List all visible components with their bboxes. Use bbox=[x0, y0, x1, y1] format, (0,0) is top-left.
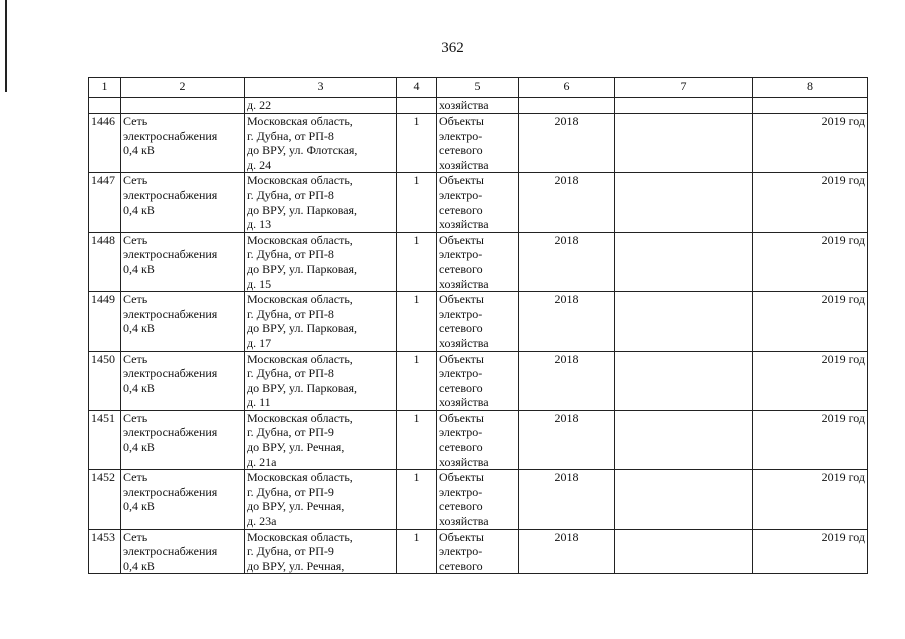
cell-address: Московская область, г. Дубна, от РП-8 до ВРУ, ул. Парковая, д. 13 bbox=[245, 173, 397, 232]
cell-year: 2018 bbox=[519, 410, 615, 469]
cell-address: Московская область, г. Дубна, от РП-9 до ВРУ, ул. Речная, д. 21а bbox=[245, 410, 397, 469]
cell-quantity: 1 bbox=[397, 351, 437, 410]
cell-col7 bbox=[615, 529, 753, 574]
cell-address: Московская область, г. Дубна, от РП-8 до ВРУ, ул. Парковая, д. 15 bbox=[245, 232, 397, 291]
cell-name bbox=[121, 98, 245, 114]
cell-number: 1449 bbox=[89, 292, 121, 351]
cell-col7 bbox=[615, 173, 753, 232]
cell-name: Сеть электроснабжения 0,4 кВ bbox=[121, 351, 245, 410]
header-cell: 4 bbox=[397, 78, 437, 98]
cell-year: 2018 bbox=[519, 529, 615, 574]
cell-number: 1446 bbox=[89, 114, 121, 173]
cell-year: 2018 bbox=[519, 232, 615, 291]
header-cell: 6 bbox=[519, 78, 615, 98]
cell-col7 bbox=[615, 114, 753, 173]
cell-address: Московская область, г. Дубна, от РП-8 до ВРУ, ул. Парковая, д. 11 bbox=[245, 351, 397, 410]
cell-number: 1450 bbox=[89, 351, 121, 410]
cell-category: Объекты электро- сетевого bbox=[437, 529, 519, 574]
cell-term bbox=[753, 98, 868, 114]
cell-address: Московская область, г. Дубна, от РП-9 до ВРУ, ул. Речная, bbox=[245, 529, 397, 574]
cell-name: Сеть электроснабжения 0,4 кВ bbox=[121, 232, 245, 291]
header-cell: 8 bbox=[753, 78, 868, 98]
cell-number: 1451 bbox=[89, 410, 121, 469]
cell-number: 1453 bbox=[89, 529, 121, 574]
table-row bbox=[89, 232, 868, 291]
cell-quantity: 1 bbox=[397, 470, 437, 529]
cell-address: Московская область, г. Дубна, от РП-8 до ВРУ, ул. Парковая, д. 17 bbox=[245, 292, 397, 351]
table-row bbox=[89, 173, 868, 232]
cell-year: 2018 bbox=[519, 114, 615, 173]
cell-quantity: 1 bbox=[397, 529, 437, 574]
cell-address: Московская область, г. Дубна, от РП-9 до ВРУ, ул. Речная, д. 23а bbox=[245, 470, 397, 529]
cell-number: 1447 bbox=[89, 173, 121, 232]
cell-col7 bbox=[615, 410, 753, 469]
cell-name: Сеть электроснабжения 0,4 кВ bbox=[121, 410, 245, 469]
cell-term: 2019 год bbox=[753, 410, 868, 469]
cell-category: Объекты электро- сетевого хозяйства bbox=[437, 410, 519, 469]
cell-col7 bbox=[615, 98, 753, 114]
cell-quantity: 1 bbox=[397, 292, 437, 351]
cell-category: Объекты электро- сетевого хозяйства bbox=[437, 114, 519, 173]
cell-quantity: 1 bbox=[397, 410, 437, 469]
cell-year: 2018 bbox=[519, 470, 615, 529]
cell-category: Объекты электро- сетевого хозяйства bbox=[437, 470, 519, 529]
cell-col7 bbox=[615, 292, 753, 351]
header-cell: 7 bbox=[615, 78, 753, 98]
page-number: 362 bbox=[441, 40, 464, 56]
cell-year bbox=[519, 98, 615, 114]
cell-address: д. 22 bbox=[245, 98, 397, 114]
cell-name: Сеть электроснабжения 0,4 кВ bbox=[121, 114, 245, 173]
cell-quantity: 1 bbox=[397, 173, 437, 232]
table-body bbox=[89, 98, 868, 574]
cell-number bbox=[89, 98, 121, 114]
cell-term: 2019 год bbox=[753, 173, 868, 232]
cell-term: 2019 год bbox=[753, 529, 868, 574]
header-cell: 3 bbox=[245, 78, 397, 98]
header-row bbox=[89, 78, 868, 98]
cell-col7 bbox=[615, 351, 753, 410]
cell-number: 1452 bbox=[89, 470, 121, 529]
cell-quantity: 1 bbox=[397, 114, 437, 173]
table-row bbox=[89, 529, 868, 574]
table-row bbox=[89, 470, 868, 529]
cell-year: 2018 bbox=[519, 173, 615, 232]
cell-category: Объекты электро- сетевого хозяйства bbox=[437, 173, 519, 232]
cell-name: Сеть электроснабжения 0,4 кВ bbox=[121, 292, 245, 351]
header-cell: 2 bbox=[121, 78, 245, 98]
table-header bbox=[89, 78, 868, 98]
cell-name: Сеть электроснабжения 0,4 кВ bbox=[121, 529, 245, 574]
cell-term: 2019 год bbox=[753, 114, 868, 173]
cell-category: Объекты электро- сетевого хозяйства bbox=[437, 351, 519, 410]
cell-year: 2018 bbox=[519, 292, 615, 351]
cell-term: 2019 год bbox=[753, 292, 868, 351]
cell-col7 bbox=[615, 232, 753, 291]
cell-term: 2019 год bbox=[753, 351, 868, 410]
register-table bbox=[88, 77, 868, 574]
table-row bbox=[89, 410, 868, 469]
header-cell: 1 bbox=[89, 78, 121, 98]
table-row bbox=[89, 114, 868, 173]
cell-col7 bbox=[615, 470, 753, 529]
table-row bbox=[89, 292, 868, 351]
table-row bbox=[89, 351, 868, 410]
cell-category: хозяйства bbox=[437, 98, 519, 114]
cell-address: Московская область, г. Дубна, от РП-8 до ВРУ, ул. Флотская, д. 24 bbox=[245, 114, 397, 173]
cell-term: 2019 год bbox=[753, 470, 868, 529]
cell-year: 2018 bbox=[519, 351, 615, 410]
cell-category: Объекты электро- сетевого хозяйства bbox=[437, 292, 519, 351]
header-cell: 5 bbox=[437, 78, 519, 98]
cell-name: Сеть электроснабжения 0,4 кВ bbox=[121, 173, 245, 232]
continuation-row bbox=[89, 98, 868, 114]
cell-name: Сеть электроснабжения 0,4 кВ bbox=[121, 470, 245, 529]
cell-category: Объекты электро- сетевого хозяйства bbox=[437, 232, 519, 291]
cell-term: 2019 год bbox=[753, 232, 868, 291]
cell-quantity bbox=[397, 98, 437, 114]
cell-number: 1448 bbox=[89, 232, 121, 291]
cell-quantity: 1 bbox=[397, 232, 437, 291]
